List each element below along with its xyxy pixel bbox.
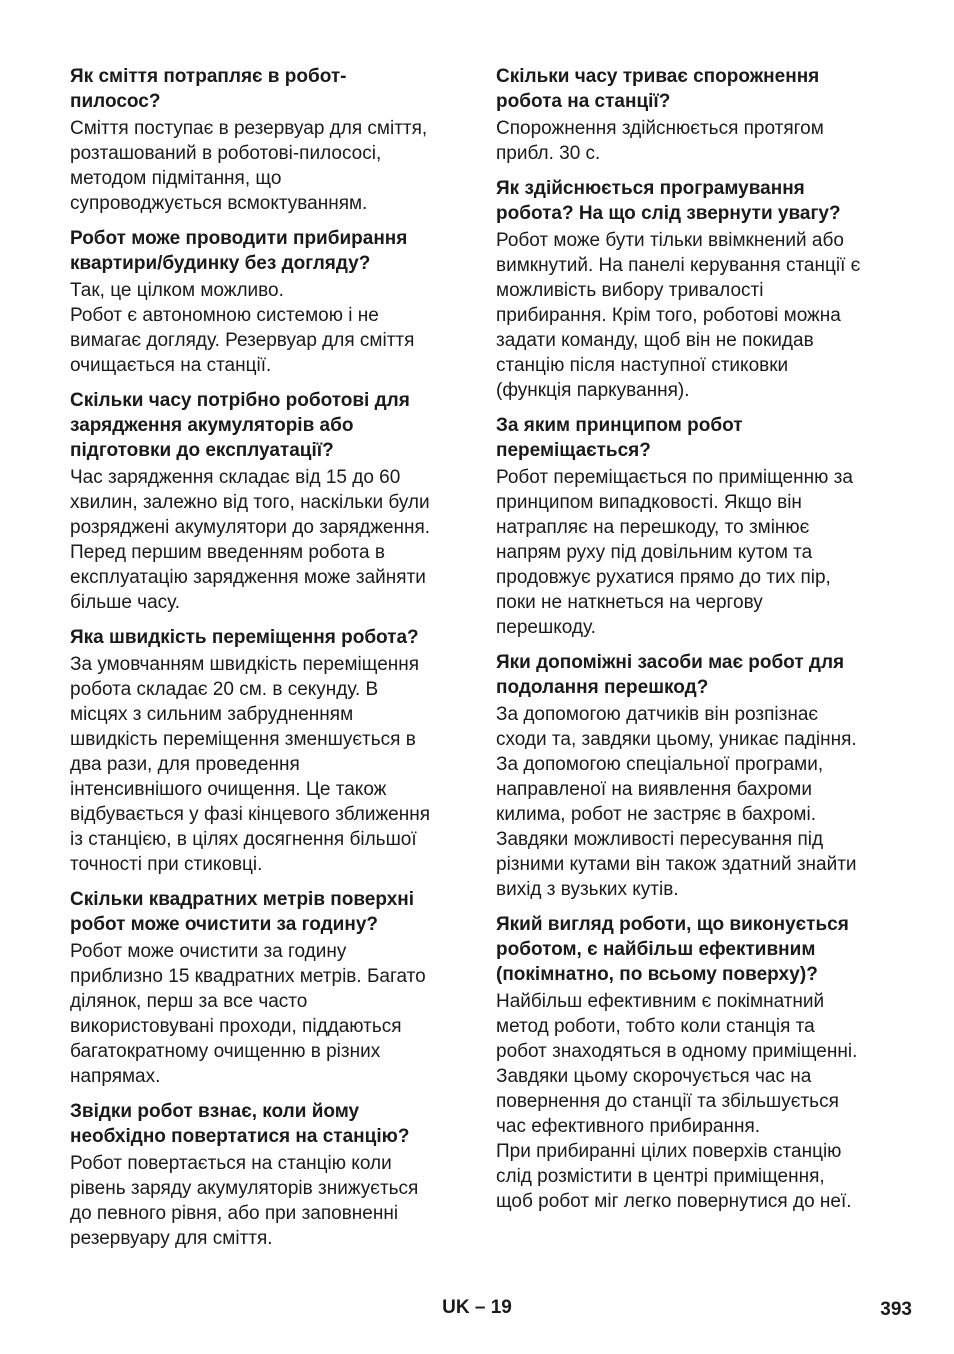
faq-item (70, 625, 460, 877)
faq-question: Звідки робот взнає, коли йому необхідно повертатися на станцію? (70, 1101, 410, 1147)
faq-question: Скільки часу триває спорожнення робота на станції? (496, 66, 820, 112)
faq-item (70, 388, 460, 615)
faq-answer: Робот може бути тільки ввімкнений або вимкнутий. На панелі керування станції є можливість вибору тривалості прибирання. Крім того, роботові можна задати команду, щоб він не покидав станцію після наступної стиковки (функція паркування). (496, 230, 861, 401)
faq-question: Як здійснюється програмування робота? На що слід звернути увагу? (496, 178, 841, 224)
faq-question: Робот може проводити прибирання квартири/будинку без догляду? (70, 228, 408, 274)
faq-answer: Спорожнення здійснюється протягом прибл. 30 с. (496, 118, 824, 164)
right-column (496, 64, 886, 1224)
faq-question: Скільки квадратних метрів поверхні робот може очистити за годину? (70, 889, 415, 935)
faq-answer: За допомогою датчиків він розпізнає сходи та, завдяки цьому, уникає падіння. За допомогою спеціальної програми, направленої на виявлення бахроми килима, робот не застряє в бахромі. Завдяки можливості пересування під різними кутами він також здатний знайти вихід з вузьких кутів. (496, 704, 857, 900)
faq-question: Який вигляд роботи, що виконується роботом, є найбільш ефективним (покімнатно, по всьому поверху)? (496, 914, 849, 985)
faq-item (496, 64, 886, 166)
faq-question: Скільки часу потрібно роботові для зарядження акумуляторів або підготовки до експлуатації? (70, 390, 410, 461)
page-number: 393 (880, 1299, 912, 1320)
faq-item (496, 413, 886, 640)
faq-question: Яки допоміжні засоби має робот для подолання перешкод? (496, 652, 845, 698)
faq-answer: Найбільш ефективним є покімнатний метод роботи, тобто коли станція та робот знаходяться в одному приміщенні. Завдяки цьому скорочується час на повернення до станції та збільшується час ефективного прибирання. При прибиранні цілих поверхів станцію слід розмістити в центрі приміщення, щоб робот міг легко повернутися до неї. (496, 991, 858, 1212)
faq-item (70, 1099, 460, 1251)
faq-answer: Сміття поступає в резервуар для сміття, розташований в роботові-пилососі, методом підмітання, що супроводжується всмоктуванням. (70, 118, 428, 214)
faq-question: За яким принципом робот переміщається? (496, 415, 743, 461)
faq-answer: За умовчанням швидкість переміщення робота складає 20 см. в секунду. В місцях з сильним забрудненням швидкість переміщення зменшується в два рази, для проведення інтенсивнішого очищення. Це також відбувається у фазі кінцевого зближення із станцією, в цілях досягнення більшої точності при стиковці. (70, 654, 430, 875)
section-page-label: UK – 19 (442, 1297, 512, 1318)
faq-answer: Робот може очистити за годину приблизно 15 квадратних метрів. Багато ділянок, перш за все часто використовувані проходи, піддаються багатократному очищенню в різних напрямах. (70, 941, 426, 1087)
faq-item (70, 226, 460, 378)
left-column (70, 64, 460, 1261)
faq-item (70, 887, 460, 1089)
faq-item (70, 64, 460, 216)
faq-answer: Робот повертається на станцію коли рівень заряду акумуляторів знижується до певного рівня, або при заповненні резервуару для сміття. (70, 1153, 419, 1249)
faq-question: Яка швидкість переміщення робота? (70, 627, 419, 648)
faq-item (496, 650, 886, 902)
faq-answer: Час зарядження складає від 15 до 60 хвилин, залежно від того, наскільки були розряджені акумулятори до зарядження. Перед першим введенням робота в експлуатацію зарядження може зайняти більше часу. (70, 467, 431, 613)
faq-answer: Так, це цілком можливо. Робот є автономною системою і не вимагає догляду. Резервуар для сміття очищається на станції. (70, 280, 415, 376)
faq-item (496, 176, 886, 403)
faq-item (496, 912, 886, 1214)
faq-answer: Робот переміщається по приміщенню за принципом випадковості. Якщо він натрапляє на перешкоду, то змінює напрям руху під довільним кутом та продовжує рухатися прямо до тих пір, поки не наткнеться на чергову перешкоду. (496, 467, 853, 638)
faq-question: Як сміття потрапляє в робот- пилосос? (70, 66, 347, 112)
